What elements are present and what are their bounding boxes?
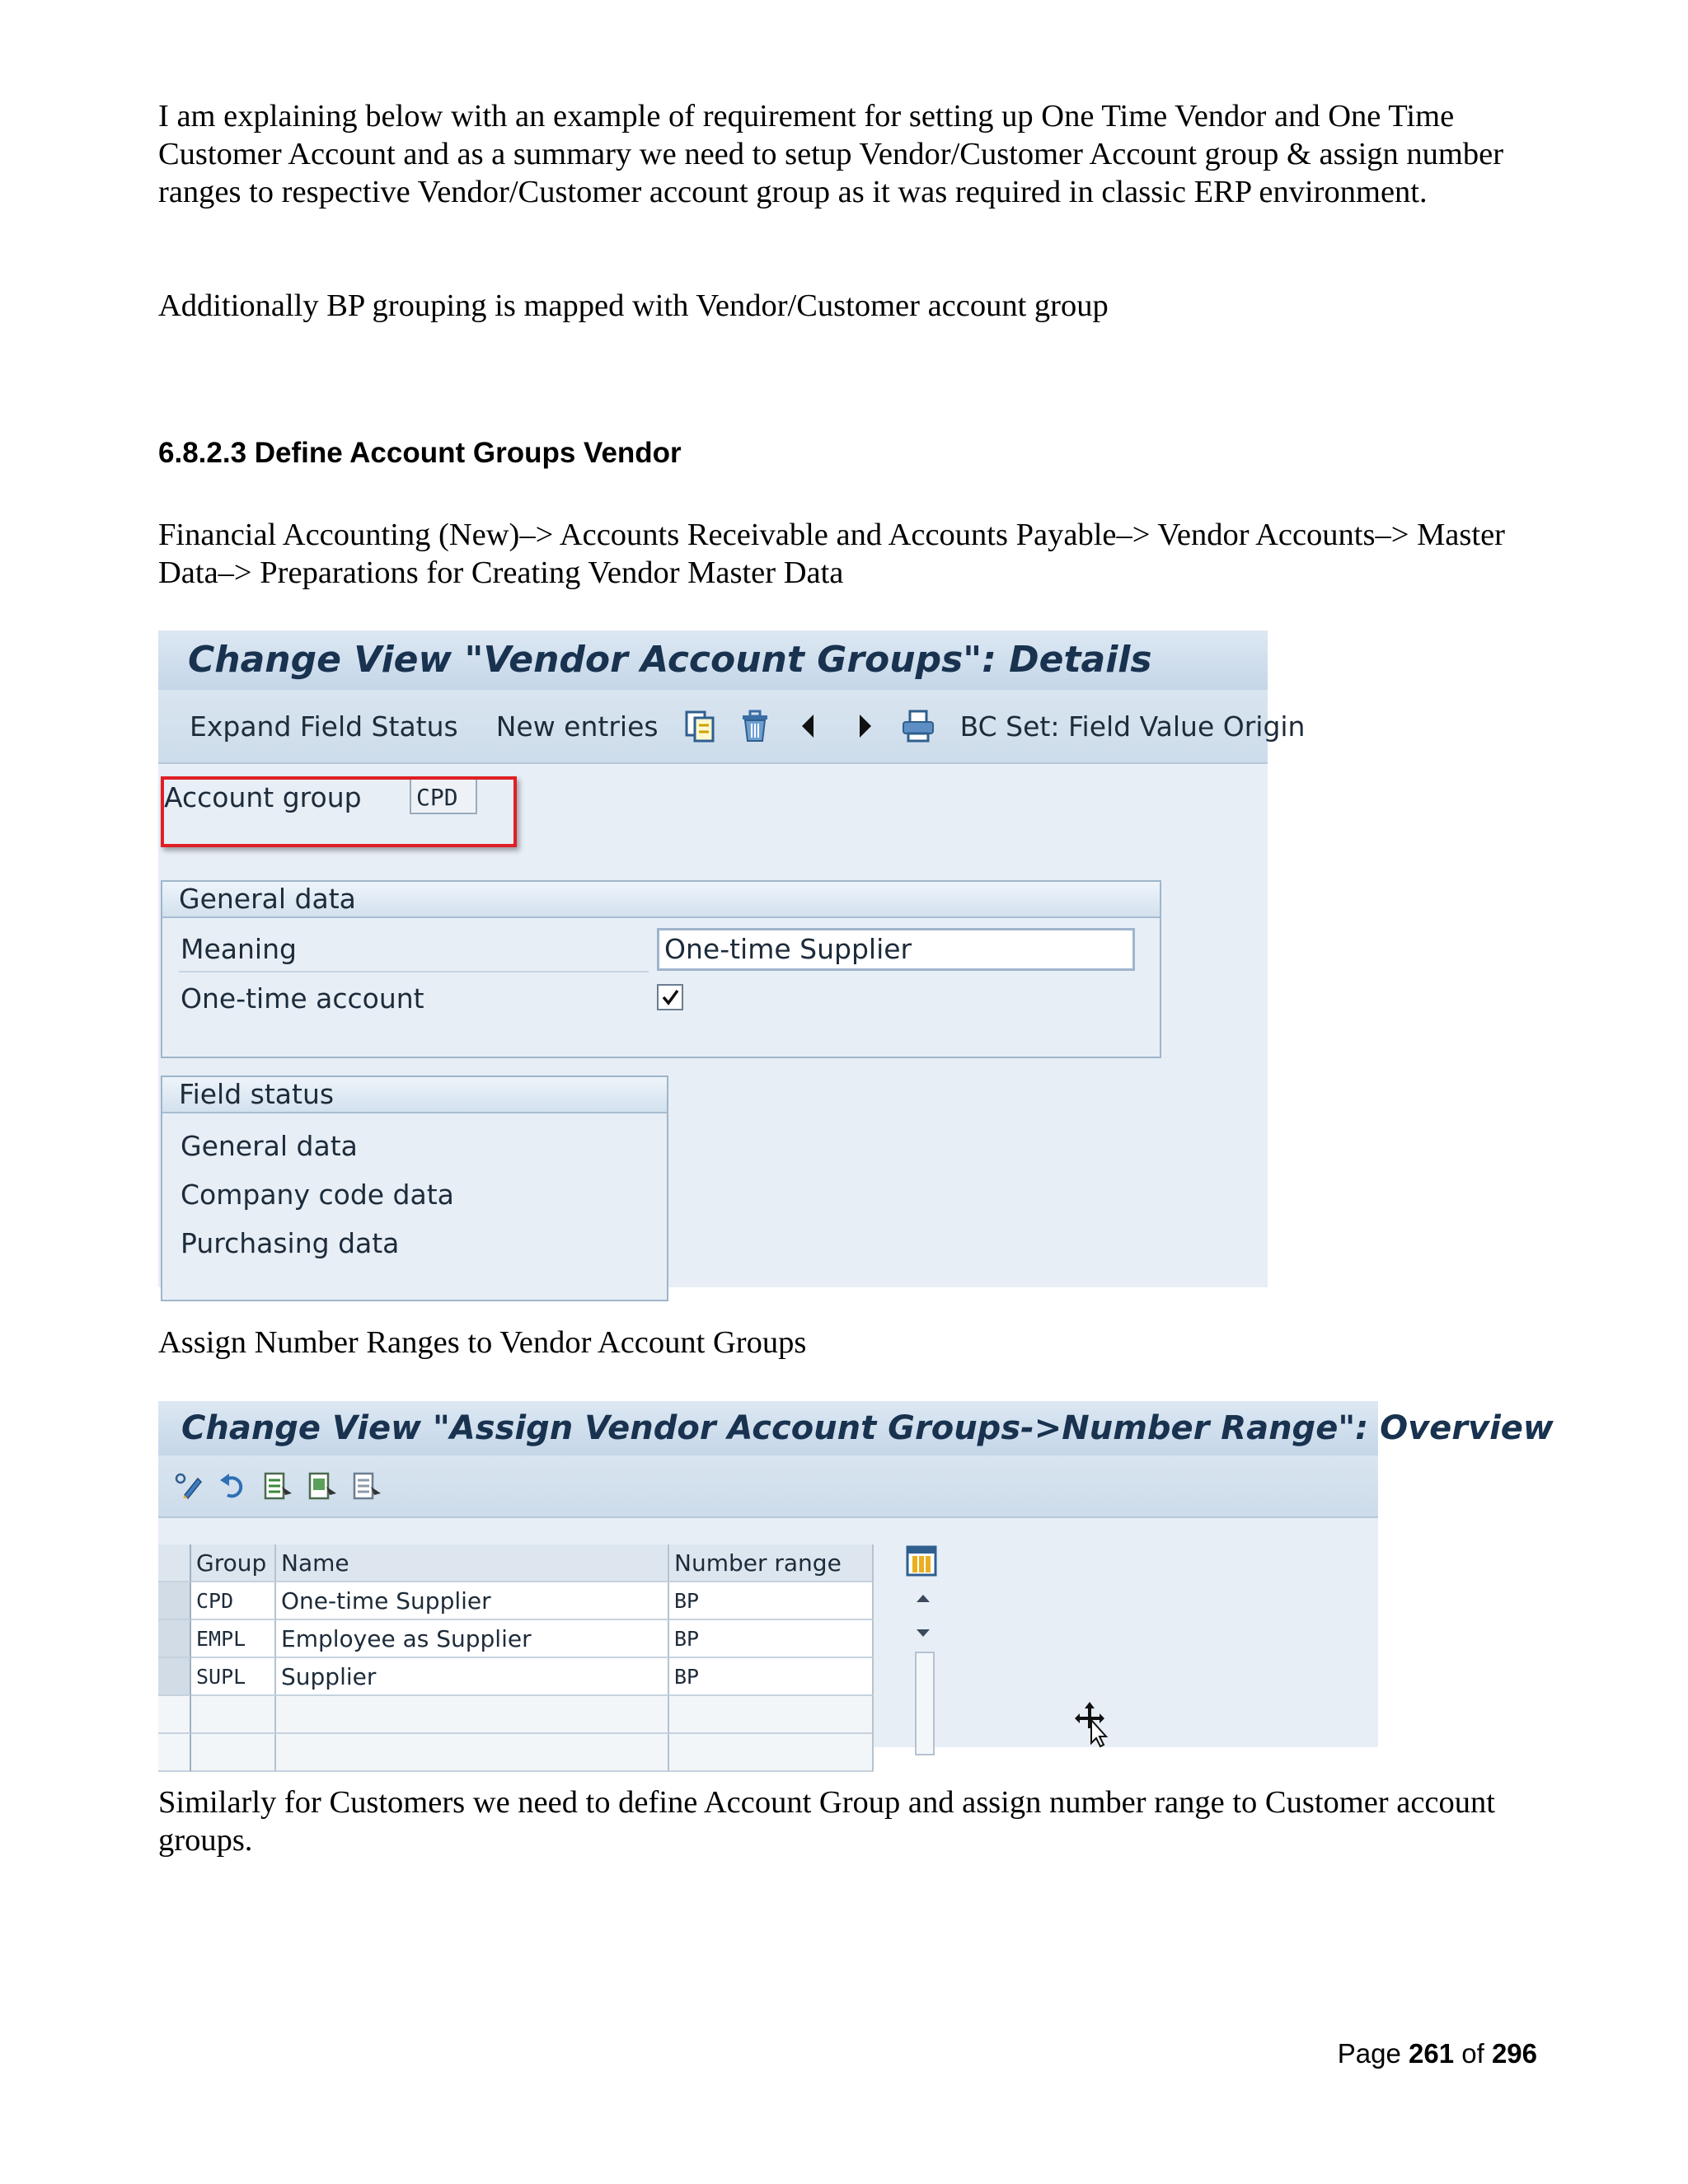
table-row[interactable] [158, 1696, 874, 1734]
field-status-header: Field status [162, 1077, 667, 1113]
row-selector[interactable] [158, 1734, 191, 1772]
section-heading: 6.8.2.3 Define Account Groups Vendor [158, 437, 682, 469]
number-range-cell[interactable]: BP [669, 1658, 874, 1696]
screen-title: Change View "Vendor Account Groups": Details [158, 630, 1268, 690]
previous-icon[interactable] [792, 709, 827, 743]
move-cursor-icon [1073, 1700, 1113, 1748]
new-entries-button[interactable]: New entries [495, 710, 659, 743]
table-settings-icon[interactable] [905, 1544, 938, 1577]
field-status-group [161, 1076, 668, 1301]
vendor-account-groups-screenshot [158, 630, 1306, 1287]
row-selector[interactable] [158, 1696, 191, 1734]
select-all-icon[interactable] [262, 1470, 293, 1502]
group-cell: SUPL [191, 1658, 276, 1696]
group-cell [191, 1696, 276, 1734]
total-pages: 296 [1491, 2038, 1537, 2069]
bp-mapping-paragraph: Additionally BP grouping is mapped with Vendor/Customer account group [158, 288, 1109, 323]
of-word: of [1461, 2038, 1484, 2069]
undo-icon[interactable] [218, 1470, 249, 1502]
table-row[interactable] [158, 1658, 874, 1696]
select-all-rows-button[interactable] [158, 1544, 191, 1582]
page-number [1338, 2038, 1537, 2069]
number-range-cell[interactable] [669, 1734, 874, 1772]
number-range-cell[interactable]: BP [669, 1620, 874, 1658]
meaning-label: Meaning [181, 933, 297, 965]
field-status-company-code-data-link[interactable]: Company code data [181, 1179, 454, 1211]
edit-icon[interactable] [173, 1470, 204, 1502]
table-row[interactable] [158, 1734, 874, 1772]
one-time-account-checkbox[interactable] [657, 984, 683, 1010]
application-toolbar [158, 1455, 1378, 1518]
assign-caption: Assign Number Ranges to Vendor Account Groups [158, 1325, 807, 1360]
table-header [158, 1544, 874, 1582]
field-status-purchasing-data-link[interactable]: Purchasing data [181, 1227, 400, 1259]
group-cell [191, 1734, 276, 1772]
account-group-field[interactable]: CPD [410, 778, 477, 814]
column-header-name[interactable]: Name [276, 1544, 669, 1582]
row-selector[interactable] [158, 1658, 191, 1696]
one-time-account-label: One-time account [181, 982, 424, 1015]
scroll-down-icon[interactable] [910, 1620, 936, 1645]
highlight-box [161, 776, 517, 847]
name-cell: One-time Supplier [276, 1582, 669, 1620]
column-header-group[interactable]: Group [191, 1544, 276, 1582]
general-data-group [161, 880, 1161, 1058]
vertical-scrollbar[interactable] [915, 1652, 935, 1755]
delete-icon[interactable] [738, 709, 772, 743]
table-row[interactable] [158, 1620, 874, 1658]
number-range-table [158, 1533, 1042, 1749]
field-status-general-data-link[interactable]: General data [181, 1130, 358, 1162]
group-cell: EMPL [191, 1620, 276, 1658]
intro-paragraph: I am explaining below with an example of requirement for setting up One Time Vendor and One Time Customer Account and as a summary we need to setup Vendor/Customer Account group & assign number ranges to respective Vendor/Customer account group as it was required in classic ERP environment. [158, 99, 1504, 209]
name-cell: Employee as Supplier [276, 1620, 669, 1658]
checkmark-icon [659, 986, 682, 1009]
group-cell: CPD [191, 1582, 276, 1620]
screen-title: Change View "Assign Vendor Account Groups->Number Range": Overview [158, 1401, 1378, 1455]
general-data-header: General data [162, 882, 1160, 918]
meaning-input[interactable]: One-time Supplier [657, 928, 1135, 971]
number-range-cell[interactable]: BP [669, 1582, 874, 1620]
scroll-up-icon[interactable] [910, 1586, 936, 1610]
copy-icon[interactable] [683, 709, 718, 743]
row-selector[interactable] [158, 1620, 191, 1658]
account-group-label: Account group [164, 781, 362, 813]
page-word: Page [1337, 2038, 1401, 2069]
name-cell [276, 1734, 669, 1772]
menu-path-paragraph: Financial Accounting (New)–> Accounts Receivable and Accounts Payable–> Vendor Accounts–> Master Data–> Preparations for Creating Vendor Master Data [158, 518, 1505, 590]
deselect-all-icon[interactable] [351, 1470, 382, 1502]
current-page: 261 [1409, 2038, 1455, 2069]
closing-paragraph: Similarly for Customers we need to define Account Group and assign number range to Customer account groups. [158, 1785, 1495, 1858]
table-row[interactable] [158, 1582, 874, 1620]
number-range-cell[interactable] [669, 1696, 874, 1734]
name-cell [276, 1696, 669, 1734]
next-icon[interactable] [846, 709, 881, 743]
bc-set-field-value-origin-button[interactable]: BC Set: Field Value Origin [959, 710, 1306, 743]
row-selector[interactable] [158, 1582, 191, 1620]
expand-field-status-button[interactable]: Expand Field Status [190, 710, 458, 743]
column-header-number-range[interactable]: Number range [669, 1544, 874, 1582]
application-toolbar [158, 690, 1306, 764]
assign-number-range-screenshot [158, 1401, 1554, 1747]
print-icon[interactable] [901, 709, 935, 743]
name-cell: Supplier [276, 1658, 669, 1696]
row-divider [179, 971, 649, 972]
select-block-icon[interactable] [307, 1470, 338, 1502]
